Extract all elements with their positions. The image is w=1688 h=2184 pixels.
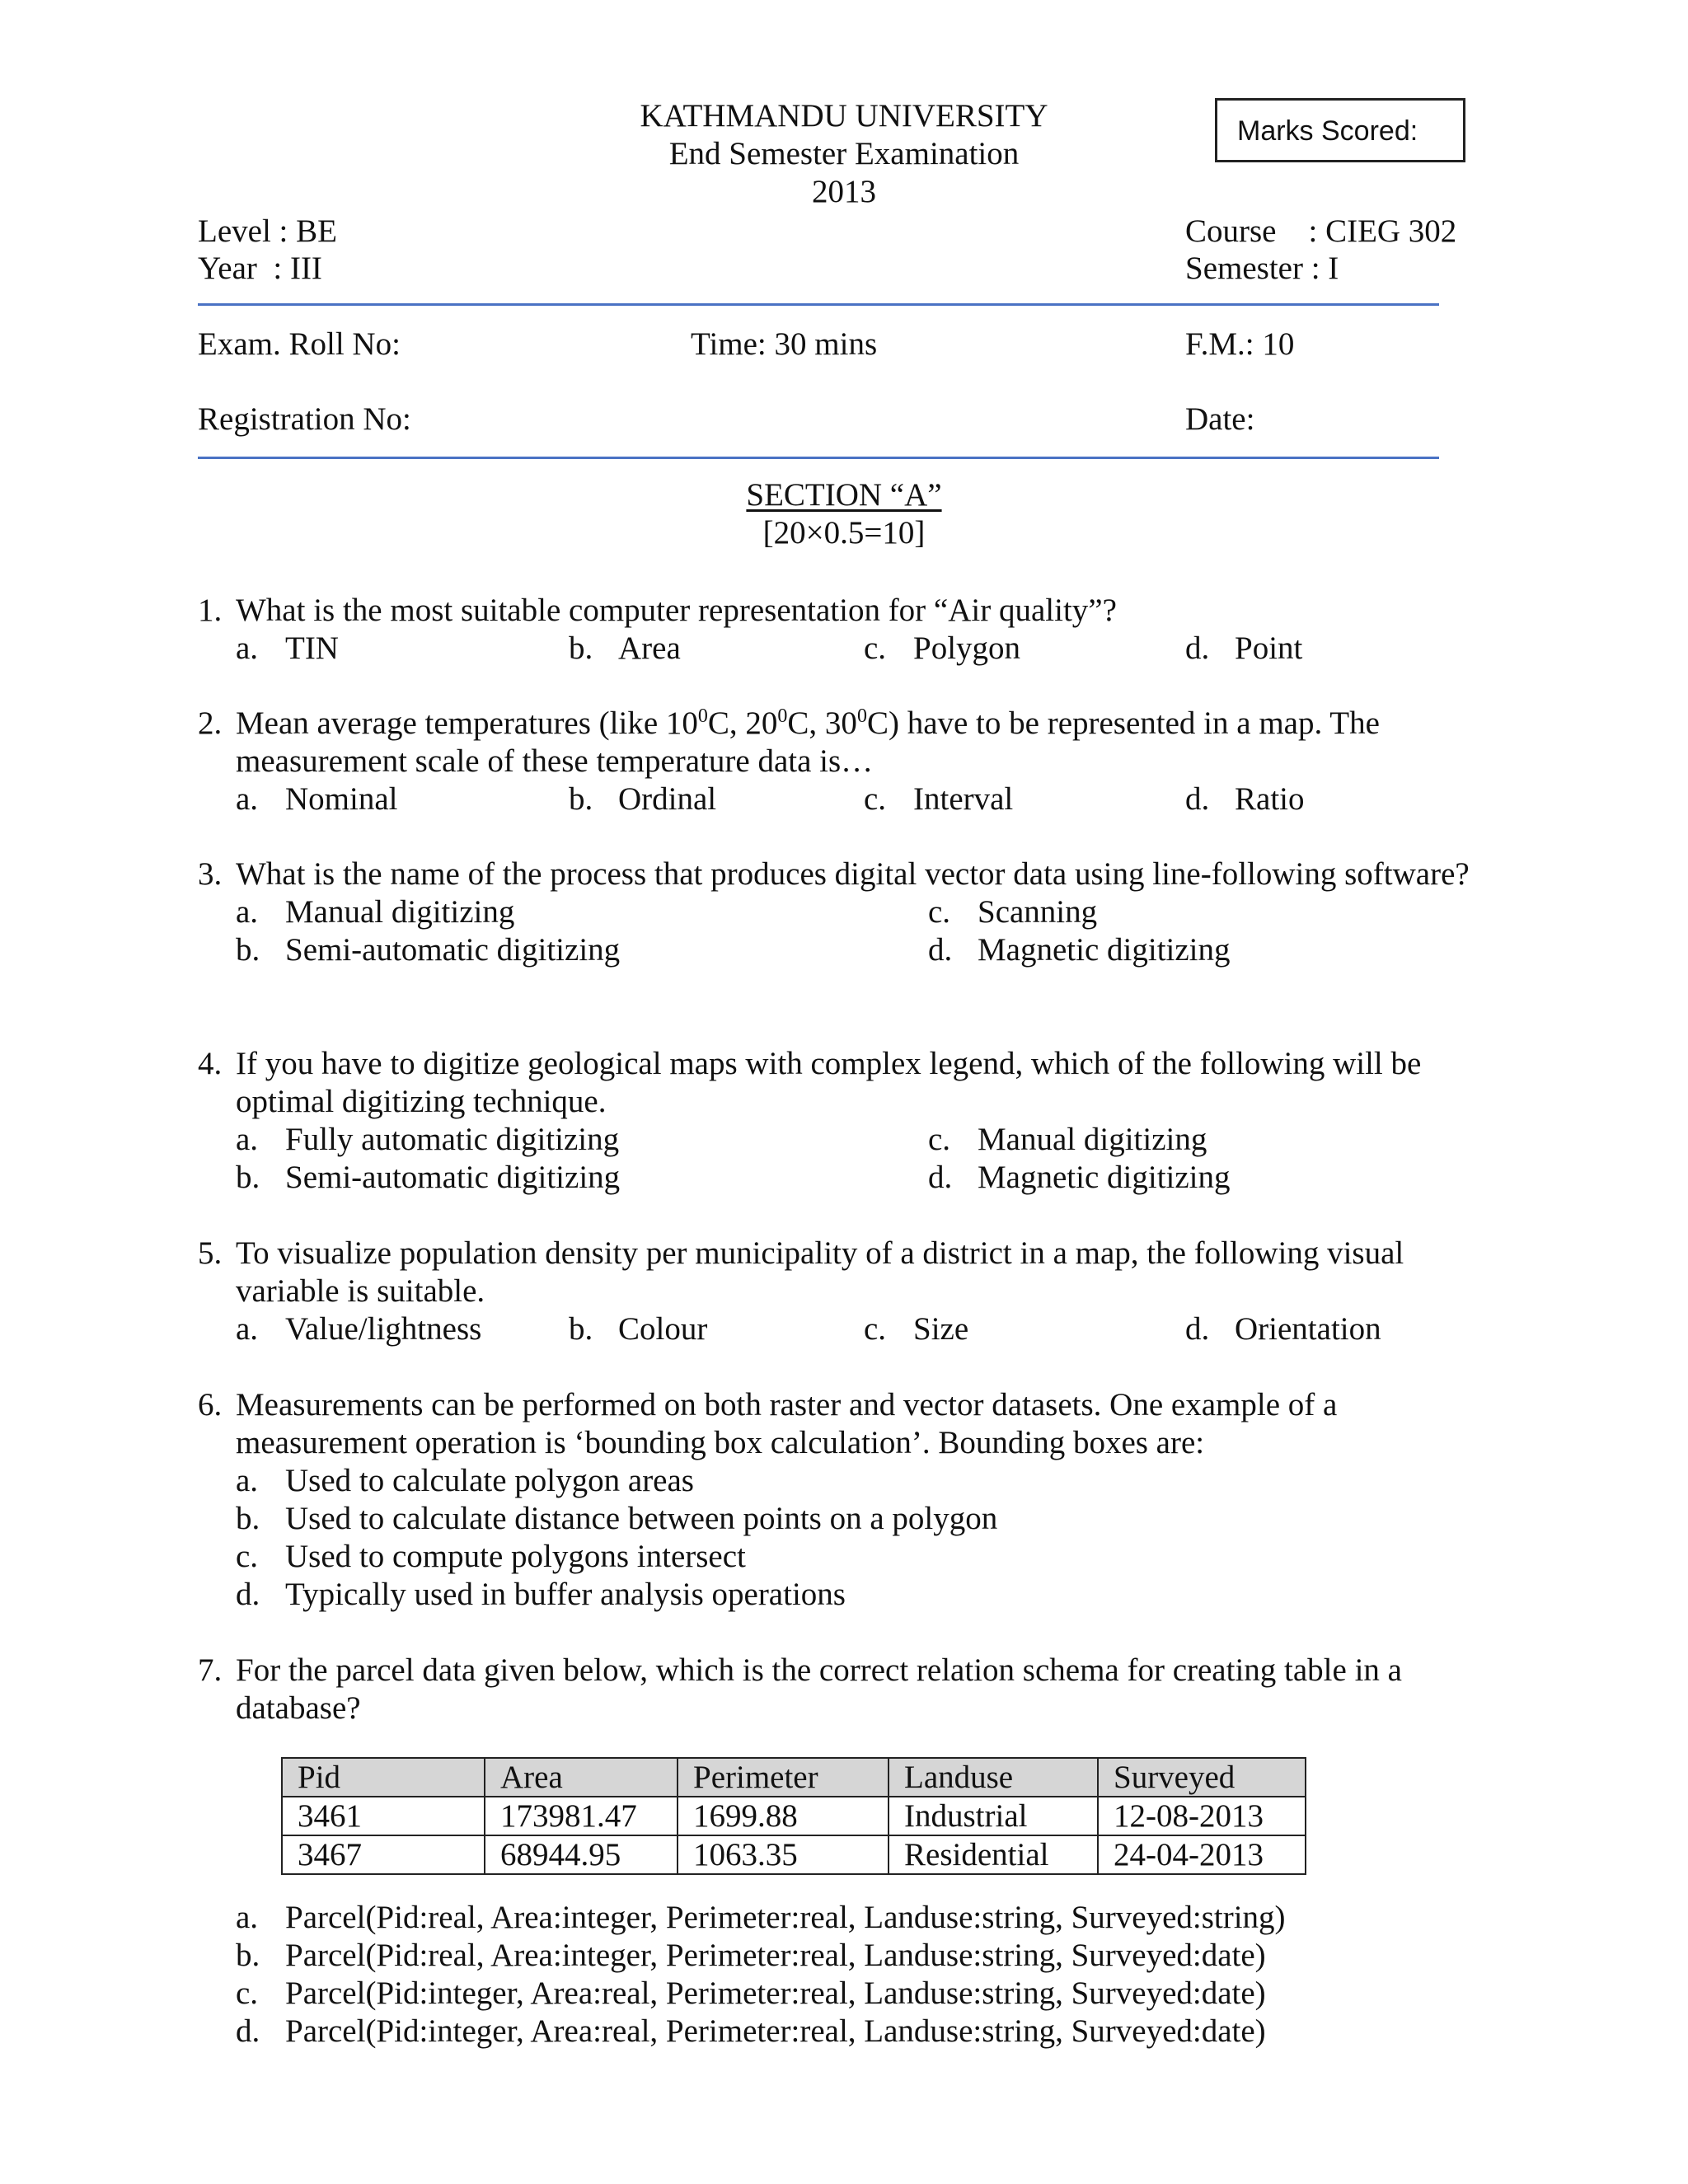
- table-row: [282, 1835, 1306, 1874]
- degree-superscript: 0: [856, 705, 867, 727]
- stem-part: C, 20: [707, 705, 778, 741]
- table-cell: 173981.47: [485, 1797, 678, 1835]
- year-label: Year : III: [198, 251, 322, 286]
- option-text: Parcel(Pid:integer, Area:real, Perimeter:real, Landuse:string, Surveyed:date): [285, 2013, 1266, 2049]
- option-label: c.: [864, 781, 887, 817]
- question-stem: Measurements can be performed on both raster and vector datasets. One example of a measurement operation is ‘bounding box calculation’. Bounding boxes are:: [236, 1387, 1338, 1460]
- exam-year: 2013: [812, 174, 876, 209]
- option-text: Magnetic digitizing: [978, 932, 1231, 968]
- exam-title: End Semester Examination: [668, 136, 1020, 171]
- table-cell: 3461: [282, 1797, 485, 1835]
- date-label: Date:: [1185, 401, 1255, 437]
- option-label: c.: [236, 1539, 259, 1574]
- option-text: Parcel(Pid:real, Area:integer, Perimeter:real, Landuse:string, Surveyed:date): [285, 1938, 1266, 1973]
- option-label: b.: [236, 1501, 260, 1536]
- table-cell: 12-08-2013: [1098, 1797, 1306, 1835]
- option-a[interactable]: [236, 893, 514, 931]
- option-label: d.: [236, 2013, 260, 2049]
- option-c[interactable]: [928, 893, 1097, 931]
- header-divider-bottom: [198, 457, 1439, 459]
- parcel-table: [281, 1757, 1306, 1875]
- table-cell: 24-04-2013: [1098, 1835, 1306, 1874]
- option-label: c.: [864, 630, 887, 666]
- option-label: d.: [236, 1577, 260, 1612]
- option-label: a.: [236, 1311, 259, 1347]
- option-b[interactable]: [236, 1937, 1484, 1975]
- option-text: Manual digitizing: [978, 1122, 1207, 1157]
- option-c[interactable]: [864, 630, 1020, 668]
- option-c[interactable]: [236, 1975, 1484, 2013]
- question-number: 4.: [198, 1046, 223, 1081]
- table-cell: Residential: [889, 1835, 1098, 1874]
- option-c[interactable]: [864, 780, 1013, 818]
- option-label: a.: [236, 1900, 259, 1935]
- option-d[interactable]: [236, 1576, 1484, 1614]
- option-label: c.: [864, 1311, 887, 1347]
- option-text: Value/lightness: [285, 1311, 482, 1347]
- option-label: c.: [928, 1122, 951, 1157]
- option-text: Ratio: [1235, 781, 1305, 817]
- level-label: Level : BE: [198, 213, 337, 249]
- option-label: b.: [236, 1938, 260, 1973]
- option-a[interactable]: [236, 1310, 481, 1348]
- column-header-landuse: Landuse: [889, 1758, 1098, 1797]
- option-b[interactable]: [236, 931, 620, 969]
- option-d[interactable]: [928, 1159, 1231, 1197]
- stem-part: C) have to be represented in a map. The measurement scale of these temperature data is…: [236, 705, 1380, 779]
- question-number: 6.: [198, 1387, 223, 1422]
- question-1: [198, 592, 1484, 668]
- option-text: Used to compute polygons intersect: [285, 1539, 746, 1574]
- option-c[interactable]: [236, 1538, 1484, 1576]
- option-text: Orientation: [1235, 1311, 1381, 1347]
- option-label: d.: [928, 1160, 953, 1195]
- option-text: Area: [618, 630, 681, 666]
- option-d[interactable]: [1185, 630, 1302, 668]
- option-text: Colour: [618, 1311, 708, 1347]
- question-number: 3.: [198, 856, 223, 892]
- table-row: [282, 1797, 1306, 1835]
- option-d[interactable]: [1185, 1310, 1381, 1348]
- option-a[interactable]: [236, 1462, 1484, 1500]
- option-label: d.: [1185, 781, 1210, 817]
- option-label: b.: [236, 1160, 260, 1195]
- option-text: Used to calculate polygon areas: [285, 1463, 694, 1498]
- question-4: [198, 1045, 1484, 1197]
- marks-scored-label: Marks Scored:: [1237, 115, 1418, 147]
- question-3: [198, 855, 1484, 969]
- registration-label: Registration No:: [198, 401, 411, 437]
- option-a[interactable]: [236, 780, 397, 818]
- question-stem: If you have to digitize geological maps with complex legend, which of the following will be optimal digitizing technique.: [236, 1046, 1422, 1119]
- option-text: Point: [1235, 630, 1303, 666]
- question-stem: For the parcel data given below, which is the correct relation schema for creating table in a database?: [236, 1652, 1402, 1726]
- option-a[interactable]: [236, 1121, 619, 1159]
- option-label: b.: [569, 1311, 593, 1347]
- option-label: c.: [928, 894, 951, 930]
- table-cell: 3467: [282, 1835, 485, 1874]
- table-cell: Industrial: [889, 1797, 1098, 1835]
- option-text: Magnetic digitizing: [978, 1160, 1231, 1195]
- option-text: Semi-automatic digitizing: [285, 1160, 621, 1195]
- option-label: b.: [569, 781, 593, 817]
- course-label: Course : CIEG 302: [1185, 213, 1457, 249]
- option-label: a.: [236, 781, 259, 817]
- option-b[interactable]: [569, 780, 716, 818]
- full-marks-label: F.M.: 10: [1185, 326, 1295, 362]
- option-label: b.: [569, 630, 593, 666]
- option-c[interactable]: [864, 1310, 968, 1348]
- option-d[interactable]: [1185, 780, 1305, 818]
- option-text: Semi-automatic digitizing: [285, 932, 621, 968]
- option-text: Scanning: [978, 894, 1098, 930]
- time-label: Time: 30 mins: [691, 326, 878, 362]
- option-label: d.: [928, 932, 953, 968]
- marks-scored-box: [1215, 98, 1465, 162]
- question-stem: What is the most suitable computer representation for “Air quality”?: [236, 593, 1117, 628]
- option-text: Typically used in buffer analysis operations: [285, 1577, 846, 1612]
- option-text: Manual digitizing: [285, 894, 515, 930]
- stem-part: C, 30: [787, 705, 857, 741]
- question-stem: [236, 705, 1484, 780]
- option-a[interactable]: [236, 1899, 1484, 1937]
- column-header-area: Area: [485, 1758, 678, 1797]
- option-a[interactable]: [236, 630, 339, 668]
- option-b[interactable]: [569, 1310, 707, 1348]
- option-label: a.: [236, 1122, 259, 1157]
- question-2: [198, 705, 1484, 818]
- option-text: Parcel(Pid:real, Area:integer, Perimeter:real, Landuse:string, Surveyed:string): [285, 1900, 1286, 1935]
- option-b[interactable]: [236, 1159, 620, 1197]
- option-c[interactable]: [928, 1121, 1207, 1159]
- stem-part: Mean average temperatures (like 10: [236, 705, 698, 741]
- option-label: a.: [236, 630, 259, 666]
- option-text: Used to calculate distance between points on a polygon: [285, 1501, 998, 1536]
- section-marks: [20×0.5=10]: [762, 515, 926, 551]
- question-6: [198, 1386, 1484, 1614]
- option-text: Fully automatic digitizing: [285, 1122, 620, 1157]
- option-text: Ordinal: [618, 781, 717, 817]
- option-label: d.: [1185, 630, 1210, 666]
- option-text: Parcel(Pid:integer, Area:real, Perimeter:real, Landuse:string, Surveyed:date): [285, 1975, 1266, 2011]
- option-text: Polygon: [913, 630, 1021, 666]
- question-stem: To visualize population density per municipality of a district in a map, the following visual variable is suitable.: [236, 1235, 1404, 1309]
- column-header-perimeter: Perimeter: [678, 1758, 889, 1797]
- table-cell: 1063.35: [678, 1835, 889, 1874]
- semester-label: Semester : I: [1185, 251, 1339, 286]
- option-d[interactable]: [928, 931, 1231, 969]
- option-text: Size: [913, 1311, 969, 1347]
- option-text: Interval: [913, 781, 1014, 817]
- table-cell: 68944.95: [485, 1835, 678, 1874]
- section-title: [514, 476, 1174, 514]
- roll-no-label: Exam. Roll No:: [198, 326, 401, 362]
- column-header-pid: Pid: [282, 1758, 485, 1797]
- university-name: KATHMANDU UNIVERSITY: [640, 98, 1048, 134]
- question-number: 7.: [198, 1652, 223, 1688]
- question-7-options: [198, 1899, 1484, 2050]
- option-label: b.: [236, 932, 260, 968]
- question-stem: What is the name of the process that produces digital vector data using line-following software?: [236, 856, 1470, 892]
- option-d[interactable]: [236, 2013, 1484, 2050]
- question-number: 1.: [198, 593, 223, 628]
- option-b[interactable]: [236, 1500, 1484, 1538]
- question-number: 5.: [198, 1235, 223, 1271]
- header-divider-top: [198, 303, 1439, 306]
- option-text: Nominal: [285, 781, 398, 817]
- degree-superscript: 0: [697, 705, 708, 727]
- table-cell: 1699.88: [678, 1797, 889, 1835]
- option-label: c.: [236, 1975, 259, 2011]
- question-7: [198, 1652, 1484, 1727]
- question-5: [198, 1235, 1484, 1348]
- option-label: a.: [236, 894, 259, 930]
- question-number: 2.: [198, 705, 223, 741]
- option-label: d.: [1185, 1311, 1210, 1347]
- option-label: a.: [236, 1463, 259, 1498]
- degree-superscript: 0: [777, 705, 788, 727]
- option-b[interactable]: [569, 630, 681, 668]
- option-text: TIN: [285, 630, 339, 666]
- table-header-row: [282, 1758, 1306, 1797]
- section-title-text: SECTION “A”: [746, 477, 942, 513]
- column-header-surveyed: Surveyed: [1098, 1758, 1306, 1797]
